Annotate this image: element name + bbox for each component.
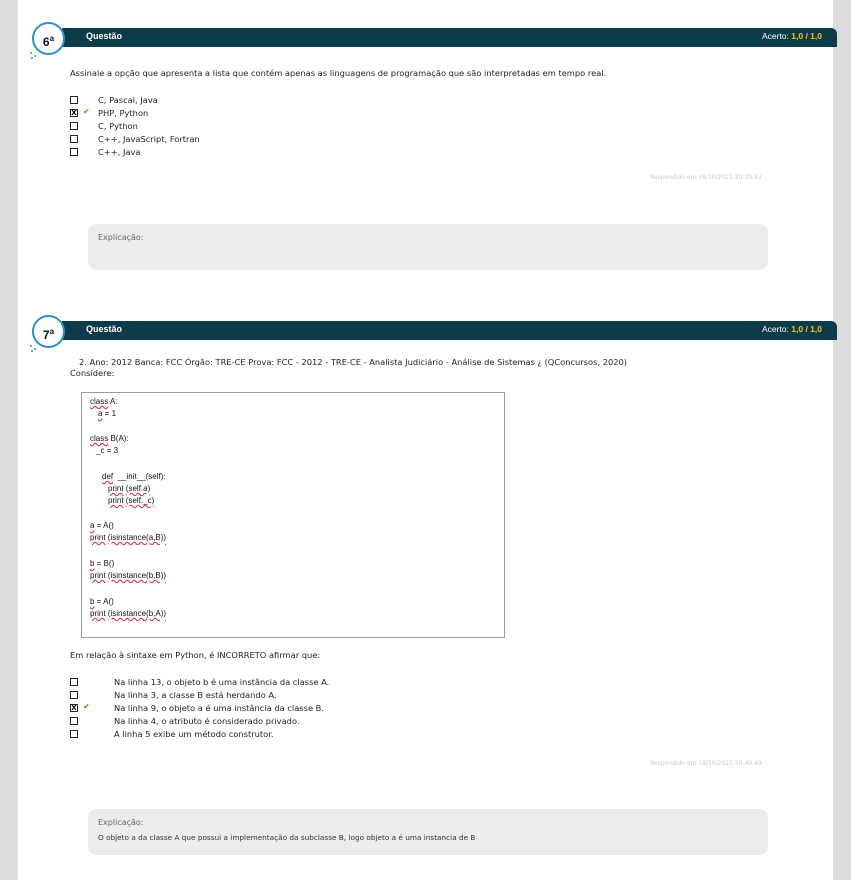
code-token: b [90, 597, 95, 606]
question-7-header-bar [62, 321, 837, 340]
code-line-12: b = A() [90, 597, 114, 606]
answered-timestamp: Respondido em 18/10/2021 20:39:43 [650, 174, 762, 181]
checkbox[interactable] [70, 148, 78, 156]
question-source: 2. Ano: 2012 Banca: FCC Órgão: TRE-CE Prova: FCC - 2012 - TRE-CE - Analista Judiciário - Análise de Sistemas ¿ (QConcursos, 2020) [79, 357, 628, 367]
explanation-title: Explicação: [98, 818, 144, 827]
code-line-6 [108, 484, 150, 493]
option-label: Na linha 13, o objeto b é uma instância da classe A. [114, 677, 330, 687]
answered-timestamp: Respondido em 18/10/2021 20:40:49 [650, 760, 762, 767]
option-label: Na linha 3, a classe B está herdando A. [114, 690, 277, 700]
code-line-13 [90, 609, 166, 618]
correct-check-icon: ✔ [83, 107, 90, 116]
question-6-header-bar [62, 28, 837, 47]
checkbox[interactable] [70, 678, 78, 686]
question-title: Questão [86, 324, 123, 334]
option-label: A linha 5 exibe um método construtor. [114, 729, 274, 739]
score-value: 1,0 / 1,0 [791, 31, 822, 41]
question-number: 7 [42, 328, 50, 342]
code-token: a [98, 409, 103, 418]
code-token: def [102, 472, 114, 481]
code-token: class [90, 434, 109, 443]
code-line-9 [90, 533, 166, 542]
question-statement: Assinale a opção que apresenta a lista que contém apenas as linguagens de programação que são interpretadas em tempo real. [70, 68, 607, 78]
explanation-box [88, 809, 768, 855]
dots-decoration-icon [30, 52, 42, 60]
question-number: 6 [42, 35, 50, 49]
code-line-4: _c = 3 [96, 446, 119, 455]
score-label: Acerto: [761, 31, 789, 41]
option-label: C++, Java [98, 147, 141, 157]
code-token: (isinstance(b,A)) [107, 609, 167, 618]
dots-decoration-icon [30, 345, 42, 353]
explanation-text: O objeto a da classe A que possui a implementação da subclasse B, logo objeto a é uma instancia de B [98, 833, 476, 842]
code-token: print [108, 484, 124, 493]
checkbox-checked[interactable]: X [71, 109, 77, 117]
code-line-5: def __init__(self): [102, 472, 166, 481]
option-label: Na linha 4, o atributo é considerado privado. [114, 716, 300, 726]
score [762, 324, 822, 334]
code-line-7 [108, 496, 154, 505]
checkbox[interactable] [70, 691, 78, 699]
code-line-10: b = B() [90, 559, 115, 568]
explanation-box [88, 224, 768, 270]
option-label: PHP, Python [98, 108, 149, 118]
code-token: (isinstance(a,B)) [107, 533, 167, 542]
question-number-ordinal: a [49, 327, 55, 336]
code-line-2: a = 1 [98, 409, 117, 418]
code-token: print [108, 496, 124, 505]
code-line-8: a = A() [90, 521, 114, 530]
checkbox[interactable] [70, 122, 78, 130]
score [762, 31, 822, 41]
code-token: (isinstance(b,B)) [107, 571, 167, 580]
checkbox-checked[interactable]: X [71, 704, 77, 712]
score-value: 1,0 / 1,0 [791, 324, 822, 334]
code-token: print [90, 609, 106, 618]
code-line-11 [90, 571, 166, 580]
option-label: Na linha 9, o objeto a é uma instância da classe B. [114, 703, 325, 713]
question-number-ordinal: a [49, 34, 55, 43]
checkbox[interactable] [70, 96, 78, 104]
option-label: C, Pascal, Java [98, 95, 158, 105]
code-token: (self.a) [125, 484, 151, 493]
checkbox[interactable] [70, 717, 78, 725]
question-title: Questão [86, 31, 123, 41]
question-number-badge [32, 22, 65, 55]
code-token: print [90, 571, 106, 580]
explanation-title: Explicação: [98, 233, 144, 242]
option-label: C, Python [98, 121, 138, 131]
question-statement: Em relação à sintaxe em Python, é INCORRETO afirmar que: [70, 650, 321, 660]
checkbox[interactable] [70, 730, 78, 738]
correct-check-icon: ✔ [83, 702, 90, 711]
code-line-1: class A: [90, 397, 118, 406]
code-token: (self._c) [125, 496, 155, 505]
option-label: C++, JavaScript, Fortran [98, 134, 200, 144]
code-token: class [90, 397, 109, 406]
question-intro: Considere: [70, 368, 115, 378]
code-token: a [90, 521, 95, 530]
code-token: b [90, 559, 95, 568]
question-number-badge [32, 315, 65, 348]
exam-results-page [18, 0, 833, 880]
code-line-3: class B(A): [90, 434, 129, 443]
code-snippet-box [81, 392, 505, 638]
code-token: print [90, 533, 106, 542]
score-label: Acerto: [761, 324, 789, 334]
checkbox[interactable] [70, 135, 78, 143]
